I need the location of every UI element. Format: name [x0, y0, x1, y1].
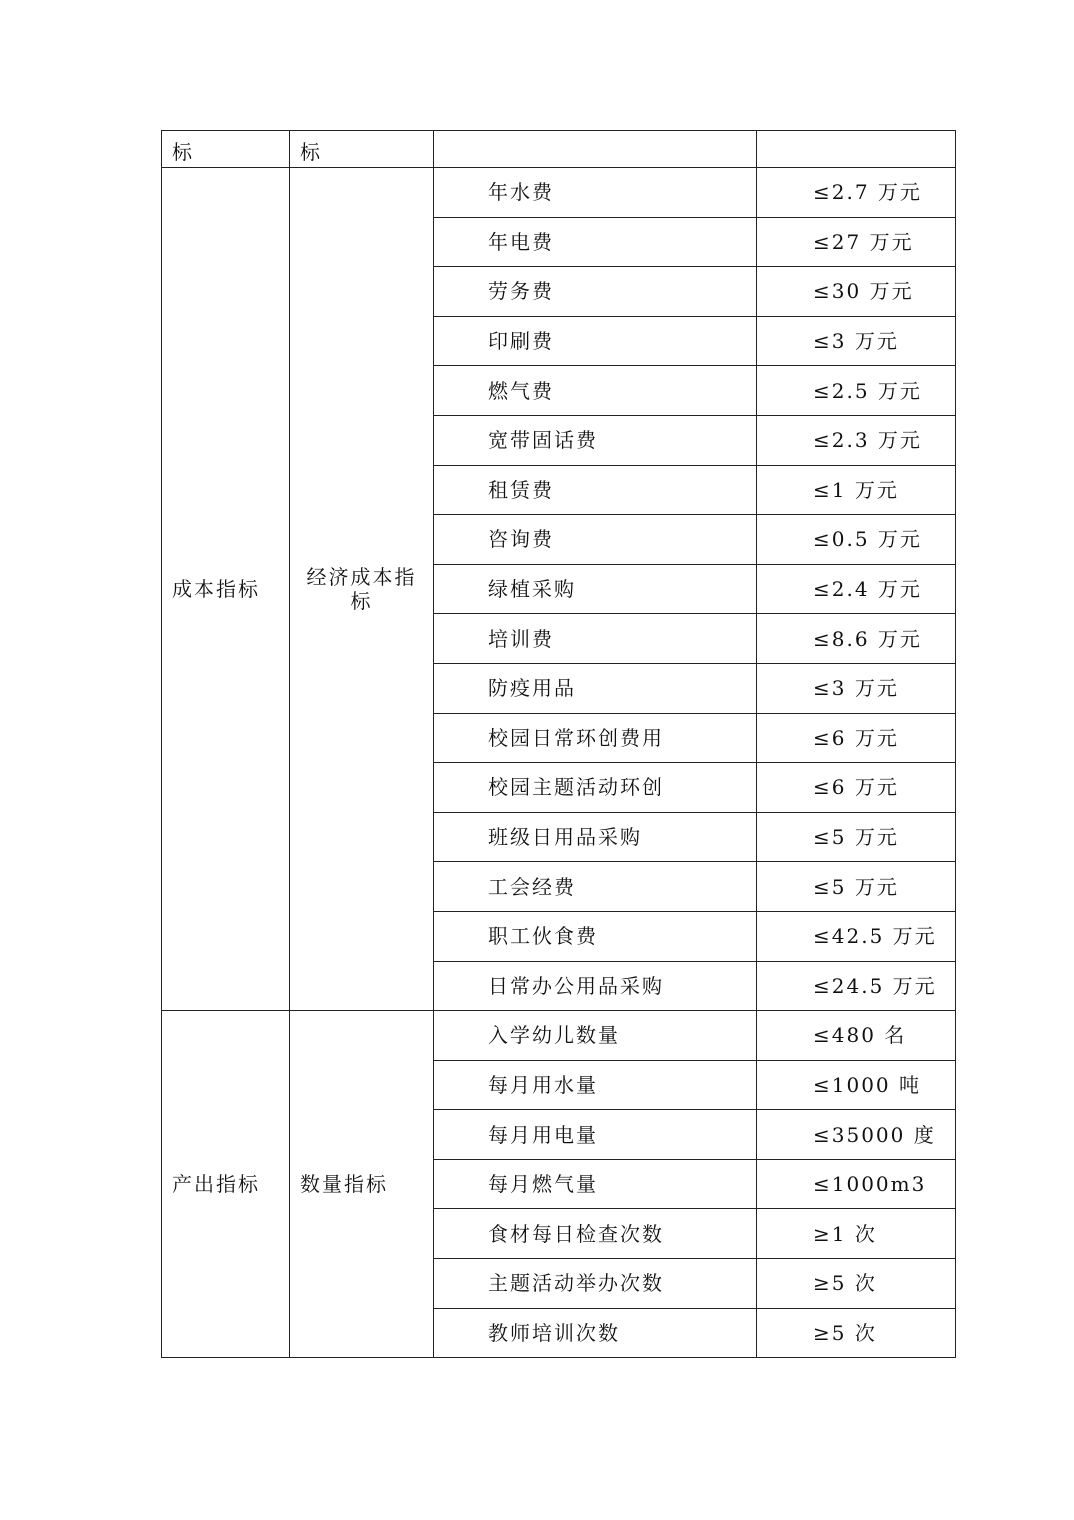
indicator-value-cell: ≤30 万元	[757, 267, 956, 317]
indicator-value-cell: ≤1000 吨	[757, 1060, 956, 1110]
indicator-value-cell: ≤42.5 万元	[757, 911, 956, 961]
indicator-value-cell: ≤0.5 万元	[757, 515, 956, 565]
indicator-value-cell: ≤5 万元	[757, 862, 956, 912]
indicator-name-cell: 主题活动举办次数	[434, 1259, 757, 1309]
indicator-value-cell: ≤2.3 万元	[757, 415, 956, 465]
indicator-name-cell: 年水费	[434, 168, 757, 218]
indicator-value-cell: ≤2.5 万元	[757, 366, 956, 416]
indicator-value-cell: ≥5 次	[757, 1259, 956, 1309]
indicator-name-cell: 每月用水量	[434, 1060, 757, 1110]
table-body	[162, 131, 956, 1358]
header-level1-cell: 标	[162, 131, 290, 168]
indicator-name-cell: 宽带固话费	[434, 415, 757, 465]
indicator-value-cell: ≤2.4 万元	[757, 564, 956, 614]
indicator-value-cell: ≤2.7 万元	[757, 168, 956, 218]
indicator-value-cell: ≥5 次	[757, 1308, 956, 1358]
indicator-name-cell: 每月用电量	[434, 1110, 757, 1160]
indicator-name-cell: 印刷费	[434, 316, 757, 366]
indicator-value-cell: ≤5 万元	[757, 812, 956, 862]
indicator-name-cell: 培训费	[434, 614, 757, 664]
indicator-name-cell: 教师培训次数	[434, 1308, 757, 1358]
indicator-name-cell: 燃气费	[434, 366, 757, 416]
indicator-value-cell: ≤24.5 万元	[757, 961, 956, 1011]
indicator-name-cell: 班级日用品采购	[434, 812, 757, 862]
indicator-name-cell: 校园主题活动环创	[434, 763, 757, 813]
indicator-name-cell: 年电费	[434, 217, 757, 267]
indicator-value-cell: ≤3 万元	[757, 663, 956, 713]
indicator-value-cell: ≤27 万元	[757, 217, 956, 267]
header-level2-cell: 标	[290, 131, 434, 168]
indicator-name-cell: 咨询费	[434, 515, 757, 565]
indicator-name-cell: 日常办公用品采购	[434, 961, 757, 1011]
header-name-cell	[434, 131, 757, 168]
level2-indicator-cell: 经济成本指标	[290, 168, 434, 1011]
indicator-value-cell: ≤480 名	[757, 1011, 956, 1061]
table-header-row	[162, 131, 956, 168]
indicator-value-cell: ≤8.6 万元	[757, 614, 956, 664]
indicator-name-cell: 入学幼儿数量	[434, 1011, 757, 1061]
indicator-value-cell: ≤1000m3	[757, 1159, 956, 1209]
level1-indicator-cell: 产出指标	[162, 1011, 290, 1358]
level2-indicator-cell: 数量指标	[290, 1011, 434, 1358]
indicator-name-cell: 防疫用品	[434, 663, 757, 713]
indicator-value-cell: ≤6 万元	[757, 763, 956, 813]
indicator-name-cell: 每月燃气量	[434, 1159, 757, 1209]
header-value-cell	[757, 131, 956, 168]
indicator-name-cell: 食材每日检查次数	[434, 1209, 757, 1259]
indicator-name-cell: 职工伙食费	[434, 911, 757, 961]
indicator-value-cell: ≤3 万元	[757, 316, 956, 366]
indicator-table	[161, 130, 956, 1358]
indicator-name-cell: 工会经费	[434, 862, 757, 912]
table-row	[162, 1011, 956, 1061]
indicator-value-cell: ≤35000 度	[757, 1110, 956, 1160]
indicator-name-cell: 绿植采购	[434, 564, 757, 614]
indicator-value-cell: ≤6 万元	[757, 713, 956, 763]
table-row	[162, 168, 956, 218]
indicator-name-cell: 租赁费	[434, 465, 757, 515]
indicator-name-cell: 劳务费	[434, 267, 757, 317]
level1-indicator-cell: 成本指标	[162, 168, 290, 1011]
indicator-value-cell: ≥1 次	[757, 1209, 956, 1259]
indicator-name-cell: 校园日常环创费用	[434, 713, 757, 763]
indicator-value-cell: ≤1 万元	[757, 465, 956, 515]
